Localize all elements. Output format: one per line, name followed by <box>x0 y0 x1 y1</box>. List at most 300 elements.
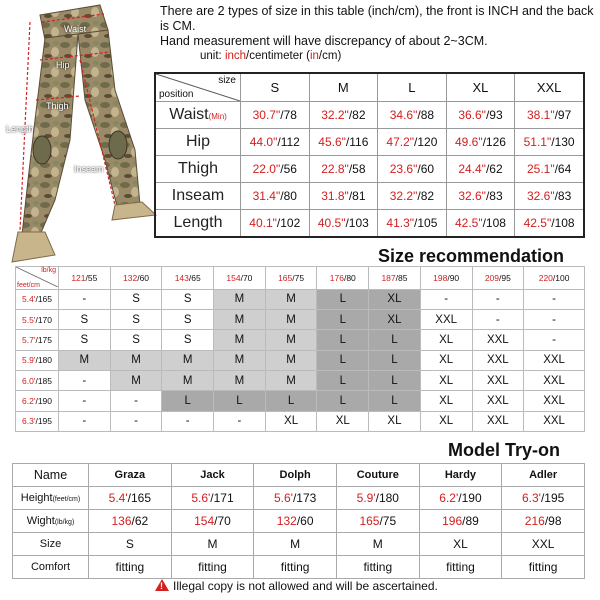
model-height-row <box>13 487 585 510</box>
size-cell-secondary: /60 <box>417 162 435 176</box>
warning-icon: ! <box>155 579 169 591</box>
recommendation-cell: L <box>369 350 421 370</box>
model-name-label: Name <box>13 464 89 487</box>
height-cm: /190 <box>35 395 52 406</box>
model-comfort: fitting <box>502 556 585 579</box>
size-row-name: Length <box>173 213 223 231</box>
size-cell-secondary: /112 <box>277 135 300 149</box>
model-weight-kg: /75 <box>379 514 397 528</box>
model-weight-lb: 136 <box>111 514 132 528</box>
size-row-name: Thigh <box>177 160 219 177</box>
size-cell-secondary: /130 <box>551 135 575 149</box>
recommendation-header-row <box>16 267 585 290</box>
model-height-label <box>13 487 89 510</box>
weight-lb: 132 <box>123 272 138 283</box>
intro-line-1: There are 2 types of size in this table (inch/cm), the front is INCH and the back is CM. <box>160 4 594 33</box>
recommendation-cell: XL <box>420 391 472 411</box>
model-height-cm: /171 <box>210 491 234 505</box>
height-header <box>16 370 59 390</box>
size-cell-secondary: /62 <box>485 162 503 176</box>
size-row-name: Hip <box>185 133 210 150</box>
weight-lb: 176 <box>329 272 344 283</box>
pants-illustration <box>0 0 160 270</box>
height-feet: 5.9' <box>22 355 36 366</box>
recommendation-cell: M <box>214 289 266 309</box>
recommendation-cell: - <box>110 391 162 411</box>
recommendation-cell: - <box>59 370 111 390</box>
weight-header <box>110 267 162 290</box>
model-weight <box>171 510 254 533</box>
weight-header <box>214 267 266 290</box>
model-weight-kg: /62 <box>131 514 149 528</box>
model-size: XXL <box>502 533 585 556</box>
size-cell-secondary: /64 <box>554 162 572 176</box>
weight-kg: /75 <box>292 272 305 283</box>
size-cell-primary: 32.2" <box>389 189 418 203</box>
recommendation-cell: L <box>317 350 369 370</box>
height-header <box>16 411 59 431</box>
model-size: XL <box>419 533 502 556</box>
size-cell-secondary: /116 <box>345 135 369 149</box>
size-cell-secondary: /58 <box>348 162 366 176</box>
model-weight <box>502 510 585 533</box>
recommendation-cell: M <box>162 370 214 390</box>
recommendation-cell: M <box>214 370 266 390</box>
size-cell-secondary: /78 <box>280 108 297 122</box>
recommendation-cell: XXL <box>472 411 524 431</box>
height-header <box>16 350 59 370</box>
recommendation-row <box>16 391 585 411</box>
model-height-cm: /165 <box>127 491 151 505</box>
model-weight-kg: /70 <box>214 514 231 528</box>
size-cell <box>309 156 378 183</box>
recommendation-cell: - <box>524 330 585 350</box>
recommendation-cell: M <box>214 309 266 329</box>
size-cell <box>241 183 310 210</box>
model-name: Adler <box>502 464 585 487</box>
recommendation-cell: S <box>110 289 162 309</box>
weight-lb: 165 <box>278 272 293 283</box>
recommendation-row <box>16 330 585 350</box>
recommendation-cell: L <box>265 391 317 411</box>
recommendation-cell: S <box>162 309 214 329</box>
size-row-name: Inseam <box>171 187 225 204</box>
model-weight-label-unit: (lb/kg) <box>54 519 75 526</box>
model-weight-lb: 154 <box>194 514 215 528</box>
recommendation-table <box>15 266 585 432</box>
model-weight-kg: /89 <box>462 514 479 528</box>
size-row-label <box>155 210 241 237</box>
model-height-cm: /173 <box>292 491 317 505</box>
recommendation-cell: L <box>317 391 369 411</box>
weight-header <box>317 267 369 290</box>
size-cell-primary: 34.6" <box>389 108 418 122</box>
unit-in: in <box>309 50 319 62</box>
warning-notice <box>155 579 438 593</box>
size-table-corner <box>155 73 241 102</box>
size-cell-primary: 45.6" <box>318 135 346 149</box>
weight-lb: 220 <box>538 272 553 283</box>
weight-kg: /95 <box>499 272 511 283</box>
model-title: Model Try-on <box>448 440 560 460</box>
recommendation-cell: - <box>472 309 524 329</box>
model-weight-label <box>13 510 89 533</box>
recommendation-cell: XL <box>369 309 421 329</box>
model-weight-lb: 216 <box>524 514 545 528</box>
size-cell <box>378 156 447 183</box>
model-height-feet: 6.2' <box>439 491 459 505</box>
unit-prefix: unit: <box>200 50 225 62</box>
model-height <box>336 487 419 510</box>
unit-centimeter: /centimeter ( <box>246 50 310 62</box>
weight-lb: 198 <box>433 272 448 283</box>
weight-kg: /65 <box>188 272 201 283</box>
model-table <box>12 463 585 579</box>
recommendation-cell: S <box>162 330 214 350</box>
recommendation-cell: - <box>524 289 585 309</box>
recommendation-cell: M <box>214 330 266 350</box>
recommendation-cell: XL <box>420 411 472 431</box>
model-name: Couture <box>336 464 419 487</box>
recommendation-cell: XL <box>420 370 472 390</box>
weight-header <box>524 267 585 290</box>
size-cell <box>446 210 515 237</box>
model-height-feet: 5.6' <box>191 491 211 505</box>
recommendation-cell: - <box>59 391 111 411</box>
intro-text <box>160 4 596 49</box>
size-cell <box>515 102 584 129</box>
model-size: M <box>254 533 337 556</box>
size-row-hip <box>155 129 584 156</box>
size-row-name: Waist <box>169 106 209 123</box>
model-height-label-text: Height <box>20 492 53 504</box>
pants-label-inseam: Inseam <box>74 164 104 174</box>
weight-kg: /60 <box>137 272 150 283</box>
recommendation-cell: - <box>472 289 524 309</box>
height-cm: /165 <box>35 294 52 305</box>
size-cell-primary: 42.5" <box>454 215 483 230</box>
model-comfort: fitting <box>336 556 419 579</box>
size-table-header <box>155 73 584 102</box>
weight-lb: 187 <box>381 272 396 283</box>
size-cell-primary: 25.1" <box>526 162 555 176</box>
model-comfort: fitting <box>171 556 254 579</box>
model-comfort: fitting <box>419 556 502 579</box>
size-row-inseam <box>155 183 584 210</box>
size-cell-secondary: /82 <box>348 108 366 122</box>
unit-inch: inch <box>224 50 247 62</box>
weight-kg: /90 <box>447 272 460 283</box>
recommendation-cell: M <box>110 370 162 390</box>
recommendation-cell: - <box>524 309 585 329</box>
model-weight-lb: 196 <box>442 514 463 528</box>
size-cell-primary: 47.2" <box>386 135 415 149</box>
model-name: Jack <box>171 464 254 487</box>
size-row-label <box>155 183 241 210</box>
size-cell <box>446 102 515 129</box>
model-weight <box>336 510 419 533</box>
size-row-thigh <box>155 156 584 183</box>
recommendation-cell: XXL <box>524 350 585 370</box>
size-cell-primary: 36.6" <box>458 108 486 122</box>
size-cell <box>309 183 378 210</box>
corner-position-label: position <box>159 89 194 100</box>
recommendation-cell: M <box>265 330 317 350</box>
recommendation-cell: XXL <box>524 411 585 431</box>
height-cm: /195 <box>35 416 52 427</box>
recommendation-cell: S <box>59 309 111 329</box>
weight-kg: /85 <box>395 272 408 283</box>
weight-kg: /55 <box>85 272 98 283</box>
size-cell <box>515 156 584 183</box>
model-size: S <box>89 533 172 556</box>
size-cell-secondary: /93 <box>485 108 503 122</box>
size-cell-primary: 32.2" <box>321 108 349 122</box>
recommendation-cell: - <box>110 411 162 431</box>
model-size-label <box>13 533 89 556</box>
recommendation-cell: M <box>265 350 317 370</box>
weight-lb: 209 <box>484 272 500 283</box>
recommendation-cell: XXL <box>472 370 524 390</box>
height-feet: 5.7' <box>22 334 36 345</box>
size-header-l: L <box>378 73 447 102</box>
size-cell <box>378 210 447 237</box>
height-feet: 6.2' <box>22 395 36 406</box>
height-feet: 6.3' <box>22 416 36 427</box>
recommendation-cell: L <box>317 289 369 309</box>
size-cell <box>241 210 310 237</box>
model-height-label-unit: (feet/cm) <box>52 496 81 503</box>
recommendation-cell: S <box>59 330 111 350</box>
weight-lb: 154 <box>226 272 241 283</box>
size-cell-secondary: /83 <box>554 189 572 203</box>
height-cm: /185 <box>35 375 52 386</box>
size-cell <box>241 129 310 156</box>
size-cell-primary: 44.0" <box>249 135 278 149</box>
corner-weight-label: lb/kg <box>41 267 56 274</box>
size-cell <box>309 102 378 129</box>
warning-text: Illegal copy is not allowed and will be ascertained. <box>173 579 438 593</box>
size-cell-primary: 49.6" <box>454 135 483 149</box>
recommendation-cell: S <box>162 289 214 309</box>
model-height <box>254 487 337 510</box>
size-cell <box>515 210 584 237</box>
size-cell-secondary: /82 <box>417 189 435 203</box>
recommendation-row <box>16 309 585 329</box>
recommendation-cell: L <box>369 330 421 350</box>
size-table <box>154 72 585 238</box>
model-weight <box>254 510 337 533</box>
weight-header <box>420 267 472 290</box>
height-header <box>16 309 59 329</box>
size-cell <box>378 183 447 210</box>
model-height-cm: /180 <box>375 491 399 505</box>
model-height-feet: 6.3' <box>521 491 541 505</box>
size-row-label <box>155 102 241 129</box>
corner-size-label: size <box>218 75 236 86</box>
size-header-xl: XL <box>446 73 515 102</box>
recommendation-cell: M <box>214 350 266 370</box>
model-weight <box>89 510 172 533</box>
size-cell-primary: 32.6" <box>526 189 555 203</box>
size-cell-secondary: /83 <box>485 189 503 203</box>
recommendation-cell: - <box>214 411 266 431</box>
size-row-label <box>155 156 241 183</box>
recommendation-cell: XXL <box>472 391 524 411</box>
weight-header <box>162 267 214 290</box>
unit-cm: /cm) <box>318 50 342 62</box>
model-header-row <box>13 464 585 487</box>
recommendation-cell: XL <box>369 289 421 309</box>
size-cell-primary: 24.4" <box>458 162 486 176</box>
recommendation-cell: L <box>369 391 421 411</box>
weight-header <box>265 267 317 290</box>
size-cell-secondary: /81 <box>348 189 366 203</box>
size-cell-secondary: /126 <box>482 135 506 149</box>
recommendation-cell: - <box>420 289 472 309</box>
size-cell <box>378 129 447 156</box>
recommendation-cell: L <box>317 309 369 329</box>
recommendation-title: Size recommendation <box>378 246 565 266</box>
model-height-feet: 5.4' <box>108 491 128 505</box>
size-cell-secondary: /88 <box>417 108 435 122</box>
size-row-waist <box>155 102 584 129</box>
intro-line-2: Hand measurement will have discrepancy of about 2~3CM. <box>160 34 488 48</box>
recommendation-cell: XXL <box>420 309 472 329</box>
size-cell <box>446 156 515 183</box>
recommendation-cell: XXL <box>524 370 585 390</box>
size-cell <box>309 129 378 156</box>
size-header-s: S <box>241 73 310 102</box>
size-cell-secondary: /105 <box>414 215 438 230</box>
recommendation-cell: XL <box>265 411 317 431</box>
unit-line <box>200 50 341 62</box>
size-cell-secondary: /56 <box>280 162 297 176</box>
height-feet: 6.0' <box>22 375 36 386</box>
size-cell-primary: 23.6" <box>389 162 418 176</box>
recommendation-cell: XL <box>369 411 421 431</box>
size-cell-primary: 40.5" <box>317 215 346 230</box>
recommendation-row <box>16 370 585 390</box>
recommendation-row <box>16 411 585 431</box>
size-cell-primary: 22.8" <box>321 162 349 176</box>
recommendation-cell: L <box>317 330 369 350</box>
recommendation-cell: XXL <box>472 350 524 370</box>
camo-pants-image <box>0 0 160 270</box>
size-cell <box>309 210 378 237</box>
model-height-feet: 5.9' <box>356 491 376 505</box>
size-row-length <box>155 210 584 237</box>
recommendation-cell: L <box>162 391 214 411</box>
recommendation-cell: M <box>265 289 317 309</box>
size-cell-secondary: /102 <box>276 215 301 230</box>
weight-kg: /80 <box>343 272 356 283</box>
size-cell-secondary: /103 <box>345 215 369 230</box>
model-name: Graza <box>89 464 172 487</box>
model-weight <box>419 510 502 533</box>
model-height-cm: /195 <box>540 491 565 505</box>
size-header-m: M <box>309 73 378 102</box>
recommendation-corner <box>16 267 59 290</box>
recommendation-cell: M <box>162 350 214 370</box>
model-height <box>171 487 254 510</box>
pants-label-waist: Waist <box>64 24 87 34</box>
model-weight-row <box>13 510 585 533</box>
model-name: Hardy <box>419 464 502 487</box>
recommendation-cell: M <box>59 350 111 370</box>
size-cell-secondary: /120 <box>414 135 438 149</box>
model-size-label-text: Size <box>39 538 62 550</box>
model-height <box>419 487 502 510</box>
height-header <box>16 330 59 350</box>
model-height <box>502 487 585 510</box>
size-cell <box>446 129 515 156</box>
model-table-body <box>13 464 585 579</box>
weight-kg: /70 <box>240 272 253 283</box>
recommendation-cell: - <box>162 411 214 431</box>
size-cell-primary: 32.6" <box>458 189 486 203</box>
size-cell <box>515 129 584 156</box>
recommendation-cell: - <box>59 411 111 431</box>
size-row-sub: (Min) <box>208 112 227 121</box>
size-cell-primary: 31.4" <box>252 189 281 203</box>
pants-label-thigh: Thigh <box>46 101 69 111</box>
height-feet: 5.5' <box>22 314 36 325</box>
model-comfort-label-text: Comfort <box>30 561 71 573</box>
size-cell <box>515 183 584 210</box>
recommendation-row <box>16 350 585 370</box>
model-size: M <box>336 533 419 556</box>
pants-label-length: Length <box>6 124 34 134</box>
model-name: Dolph <box>254 464 337 487</box>
model-comfort-label <box>13 556 89 579</box>
model-comfort: fitting <box>254 556 337 579</box>
model-size: M <box>171 533 254 556</box>
model-size-row <box>13 533 585 556</box>
model-comfort: fitting <box>89 556 172 579</box>
recommendation-cell: XXL <box>472 330 524 350</box>
weight-header <box>369 267 421 290</box>
model-height <box>89 487 172 510</box>
weight-header <box>59 267 111 290</box>
model-weight-lb: 132 <box>276 514 297 528</box>
recommendation-cell: S <box>110 330 162 350</box>
recommendation-cell: L <box>369 370 421 390</box>
recommendation-cell: S <box>110 309 162 329</box>
size-cell-primary: 38.1" <box>526 108 555 122</box>
pants-label-hip: Hip <box>56 60 70 70</box>
recommendation-cell: XL <box>420 350 472 370</box>
recommendation-cell: - <box>59 289 111 309</box>
recommendation-cell: M <box>110 350 162 370</box>
size-cell-primary: 51.1" <box>523 135 552 149</box>
size-cell <box>241 102 310 129</box>
model-comfort-row <box>13 556 585 579</box>
size-cell <box>241 156 310 183</box>
height-cm: /180 <box>35 355 52 366</box>
recommendation-cell: L <box>214 391 266 411</box>
size-cell-secondary: /80 <box>280 189 297 203</box>
model-height-feet: 5.6' <box>273 491 293 505</box>
recommendation-cell: XL <box>420 330 472 350</box>
weight-header <box>472 267 524 290</box>
model-weight-kg: /98 <box>544 514 562 528</box>
corner-height-label: feet/cm <box>17 281 40 289</box>
size-cell-secondary: /97 <box>554 108 572 122</box>
height-cm: /175 <box>35 334 52 345</box>
height-feet: 5.4' <box>22 294 36 305</box>
recommendation-table-body <box>16 267 585 432</box>
